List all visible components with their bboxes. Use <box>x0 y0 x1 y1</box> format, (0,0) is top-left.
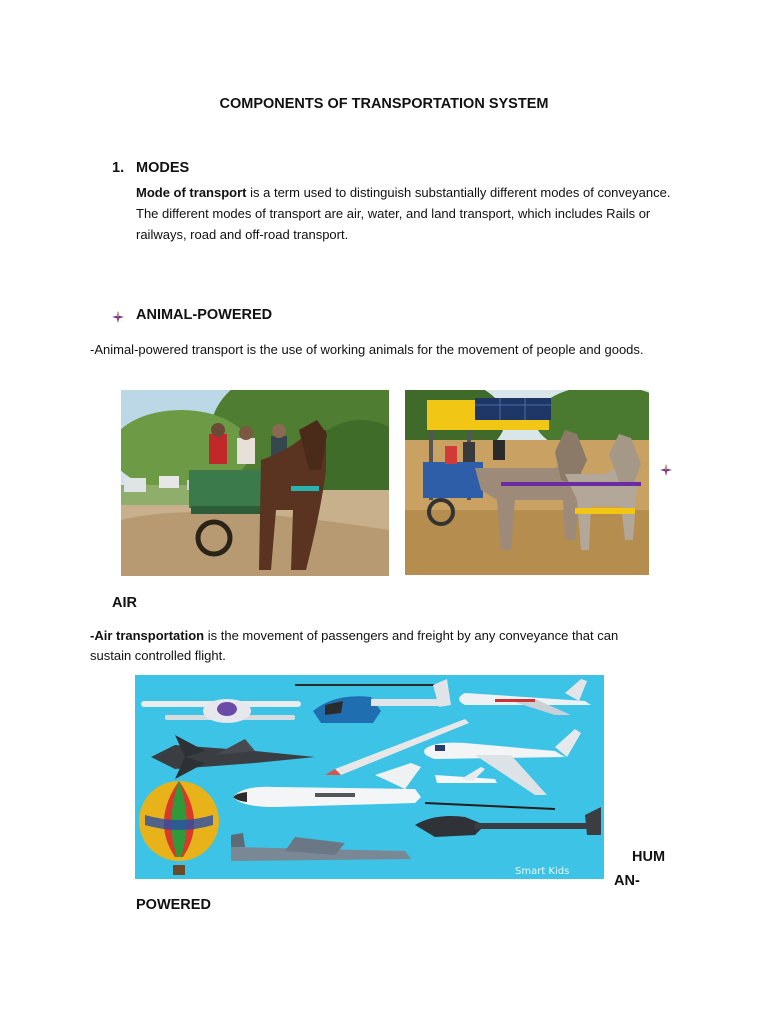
aircraft-collage-image <box>135 675 604 879</box>
modes-term: Mode of transport <box>136 185 247 200</box>
donkey-cart-photo <box>405 390 649 575</box>
air-term: -Air transportation <box>90 628 205 643</box>
horse-cart-photo <box>121 390 389 576</box>
image-watermark: Smart Kids <box>515 866 570 877</box>
air-heading: AIR <box>112 595 137 611</box>
four-point-star-bullet-icon <box>112 311 124 323</box>
four-point-star-bullet-icon <box>660 464 672 476</box>
animal-powered-heading: ANIMAL-POWERED <box>136 307 273 323</box>
air-text: is the movement of passengers and freight by any conveyance that can sustain controlled flight. <box>90 628 619 663</box>
modes-paragraph <box>136 182 676 245</box>
modes-text: is a term used to distinguish substantially different modes of conveyance. The different modes of transport are air, water, and land transport, which includes Rails or railways, road and off-road transport. <box>136 185 671 242</box>
modes-number: 1. <box>112 160 125 176</box>
human-powered-heading-line3: POWERED <box>136 897 211 913</box>
human-powered-heading-line1: HUM <box>632 849 666 865</box>
human-powered-heading-line2: AN- <box>614 873 640 889</box>
document-title: COMPONENTS OF TRANSPORTATION SYSTEM <box>219 96 549 112</box>
air-paragraph <box>90 626 660 666</box>
animal-powered-paragraph: -Animal-powered transport is the use of working animals for the movement of people and goods. <box>90 342 644 357</box>
modes-heading: MODES <box>136 160 190 176</box>
